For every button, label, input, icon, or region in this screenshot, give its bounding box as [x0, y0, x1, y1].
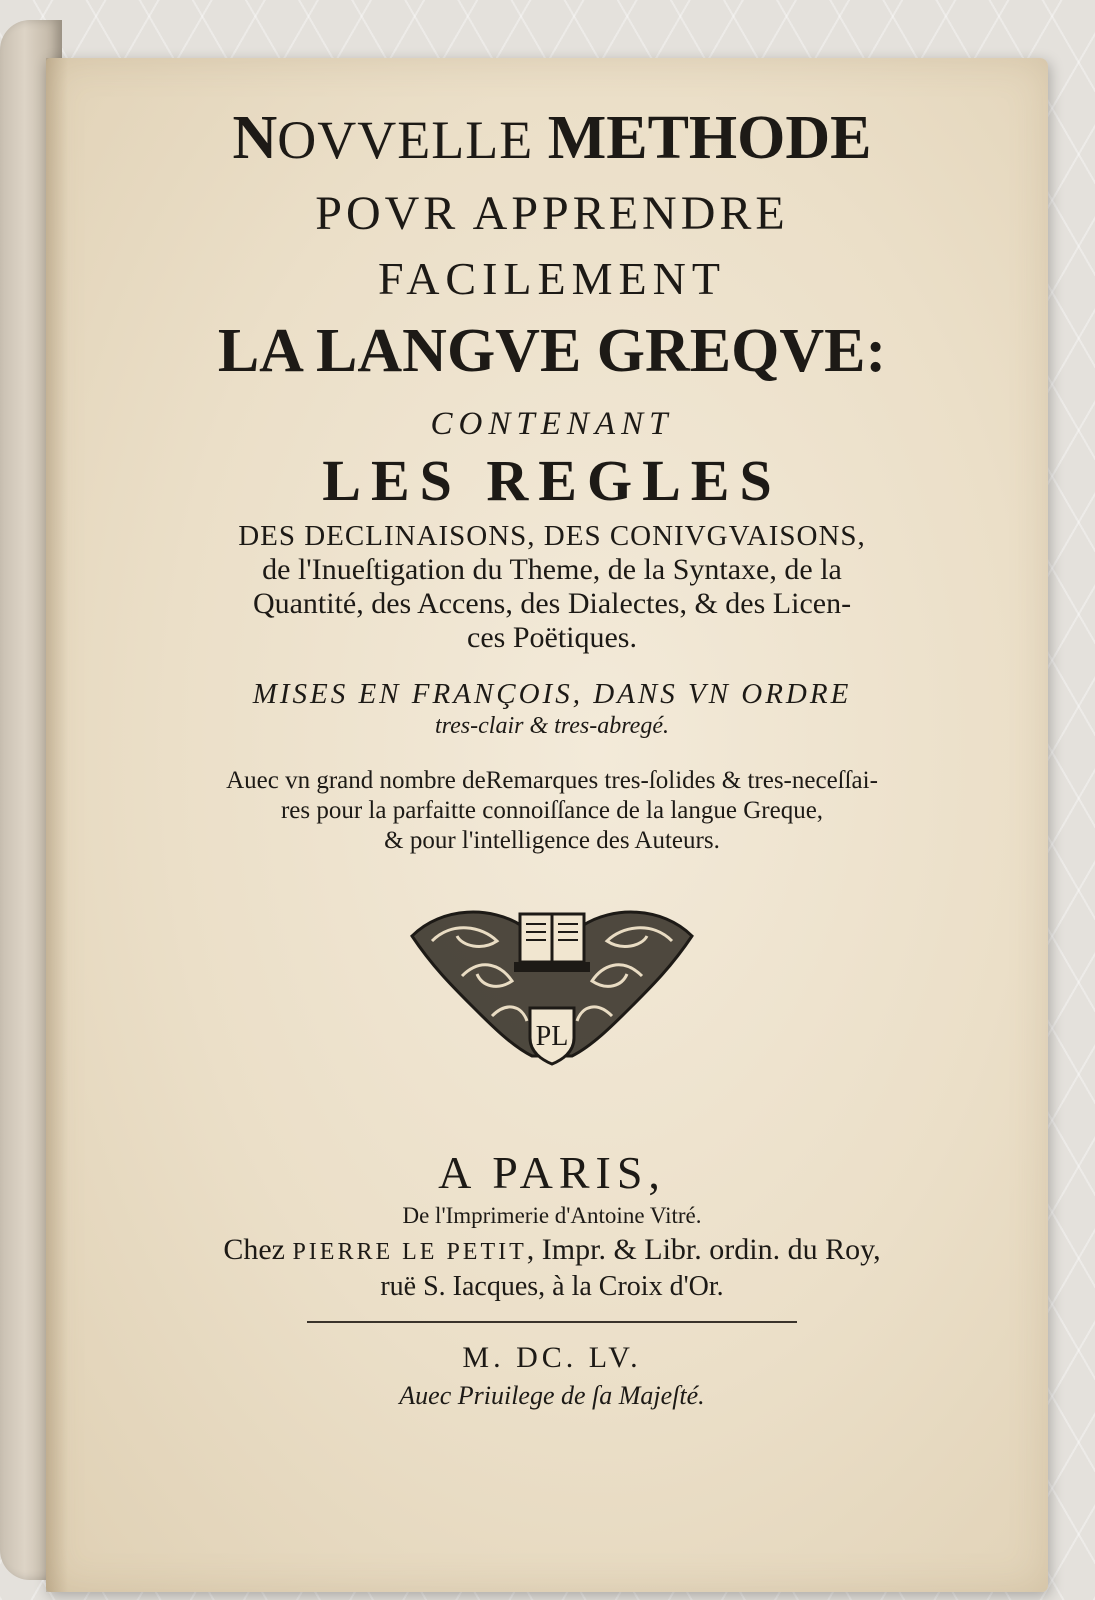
contenant-heading: CONTENANT [430, 406, 674, 442]
contents-line-1: DES DECLINAISONS, DES CONIVGVAISONS, [238, 520, 866, 552]
printer-device-open-book-icon [402, 896, 702, 1086]
contents-line-4: ces Poëtiques. [467, 621, 637, 655]
contents-description [100, 520, 1004, 656]
title-line-3: FACILEMENT [378, 253, 726, 305]
title-page-content [106, 98, 998, 1411]
monogram: PL [535, 1020, 569, 1052]
remarques-paragraph [116, 766, 988, 856]
contents-line-3: Quantité, des Accens, des Dialectes, & des Licen- [252, 587, 852, 621]
imprint-privilege: Auec Priuilege de ſa Majeſté. [399, 1380, 705, 1410]
regles-heading: LES REGLES [322, 448, 782, 513]
remarques-line-2: res pour la parfaitte connoiſſance de la langue Greque, [280, 796, 824, 824]
imprint-publisher: Chez PIERRE LE PETIT, Impr. & Libr. ordin. du Roy, [223, 1232, 881, 1266]
contents-line-2: de l'Inueſtigation du Theme, de la Syntaxe, de la [262, 553, 842, 587]
imprint-year: M. DC. LV. [462, 1340, 642, 1374]
title-line-2: POVR APPRENDRE [315, 186, 789, 240]
imprint-street: ruë S. Iacques, à la Croix d'Or. [380, 1270, 724, 1302]
mises-line-2: tres-clair & tres-abregé. [435, 712, 669, 739]
page-gutter-shadow [46, 58, 68, 1592]
remarques-line-1: Auec vn grand nombre deRemarques tres-ſolides & tres-neceſſai- [226, 766, 878, 794]
imprint-printer: De l'Imprimerie d'Antoine Vitré. [402, 1202, 702, 1228]
remarques-line-3: & pour l'intelligence des Auteurs. [384, 826, 720, 854]
title-line-1: NOVVELLE METHODE [232, 104, 872, 172]
imprint-divider [307, 1321, 797, 1323]
imprint-city: A PARIS, [438, 1146, 666, 1198]
title-line-4: LA LANGVE GREQVE: [217, 317, 887, 386]
mises-line-1: MISES EN FRANÇOIS, DANS VN ORDRE [252, 677, 852, 710]
title-page [46, 58, 1048, 1592]
